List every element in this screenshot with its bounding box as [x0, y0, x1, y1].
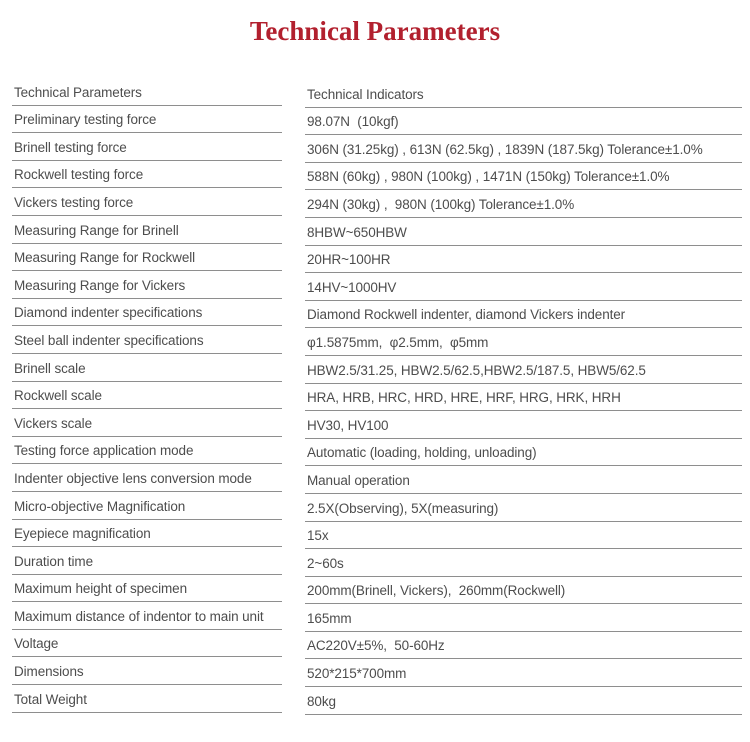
row-label: Vickers scale: [12, 409, 282, 437]
row-label: Rockwell testing force: [12, 161, 282, 189]
row-label: Measuring Range for Rockwell: [12, 244, 282, 272]
row-value: 294N (30kg) , 980N (100kg) Tolerance±1.0%: [305, 190, 742, 218]
row-value: 15x: [305, 522, 742, 550]
row-value: 306N (31.25kg) , 613N (62.5kg) , 1839N (187.5kg) Tolerance±1.0%: [305, 135, 742, 163]
parameters-column: [12, 78, 282, 713]
row-label: Preliminary testing force: [12, 106, 282, 134]
row-label: Eyepiece magnification: [12, 520, 282, 548]
row-label: Micro-objective Magnification: [12, 492, 282, 520]
row-value: φ1.5875mm, φ2.5mm, φ5mm: [305, 328, 742, 356]
row-value: 200mm(Brinell, Vickers), 260mm(Rockwell): [305, 577, 742, 605]
row-label: Dimensions: [12, 657, 282, 685]
row-value: 14HV~1000HV: [305, 273, 742, 301]
row-label: Diamond indenter specifications: [12, 299, 282, 327]
spec-table: [0, 78, 750, 713]
row-value: 20HR~100HR: [305, 246, 742, 274]
row-label: Brinell testing force: [12, 133, 282, 161]
row-value: 2.5X(Observing), 5X(measuring): [305, 494, 742, 522]
column-header-parameters: Technical Parameters: [12, 78, 282, 106]
column-header-indicators: Technical Indicators: [305, 80, 742, 108]
row-value: AC220V±5%, 50-60Hz: [305, 632, 742, 660]
row-label: Duration time: [12, 547, 282, 575]
row-value: 588N (60kg) , 980N (100kg) , 1471N (150kg) Tolerance±1.0%: [305, 163, 742, 191]
row-value: 520*215*700mm: [305, 659, 742, 687]
row-label: Maximum height of specimen: [12, 575, 282, 603]
row-label: Rockwell scale: [12, 382, 282, 410]
row-label: Maximum distance of indentor to main unit: [12, 602, 282, 630]
row-value: Diamond Rockwell indenter, diamond Vickers indenter: [305, 301, 742, 329]
row-label: Testing force application mode: [12, 437, 282, 465]
row-value: 8HBW~650HBW: [305, 218, 742, 246]
row-label: Measuring Range for Vickers: [12, 271, 282, 299]
row-value: 80kg: [305, 687, 742, 715]
row-label: Brinell scale: [12, 354, 282, 382]
row-value: HRA, HRB, HRC, HRD, HRE, HRF, HRG, HRK, HRH: [305, 384, 742, 412]
row-label: Total Weight: [12, 685, 282, 713]
row-value: 165mm: [305, 604, 742, 632]
row-value: Manual operation: [305, 466, 742, 494]
row-label: Measuring Range for Brinell: [12, 216, 282, 244]
row-value: 2~60s: [305, 549, 742, 577]
row-value: HBW2.5/31.25, HBW2.5/62.5,HBW2.5/187.5, HBW5/62.5: [305, 356, 742, 384]
row-value: 98.07N (10kgf): [305, 108, 742, 136]
row-label: Voltage: [12, 630, 282, 658]
indicators-column: [305, 80, 742, 715]
row-label: Indenter objective lens conversion mode: [12, 464, 282, 492]
row-value: Automatic (loading, holding, unloading): [305, 439, 742, 467]
page-title: Technical Parameters: [249, 16, 501, 46]
row-value: HV30, HV100: [305, 411, 742, 439]
row-label: Vickers testing force: [12, 188, 282, 216]
row-label: Steel ball indenter specifications: [12, 326, 282, 354]
